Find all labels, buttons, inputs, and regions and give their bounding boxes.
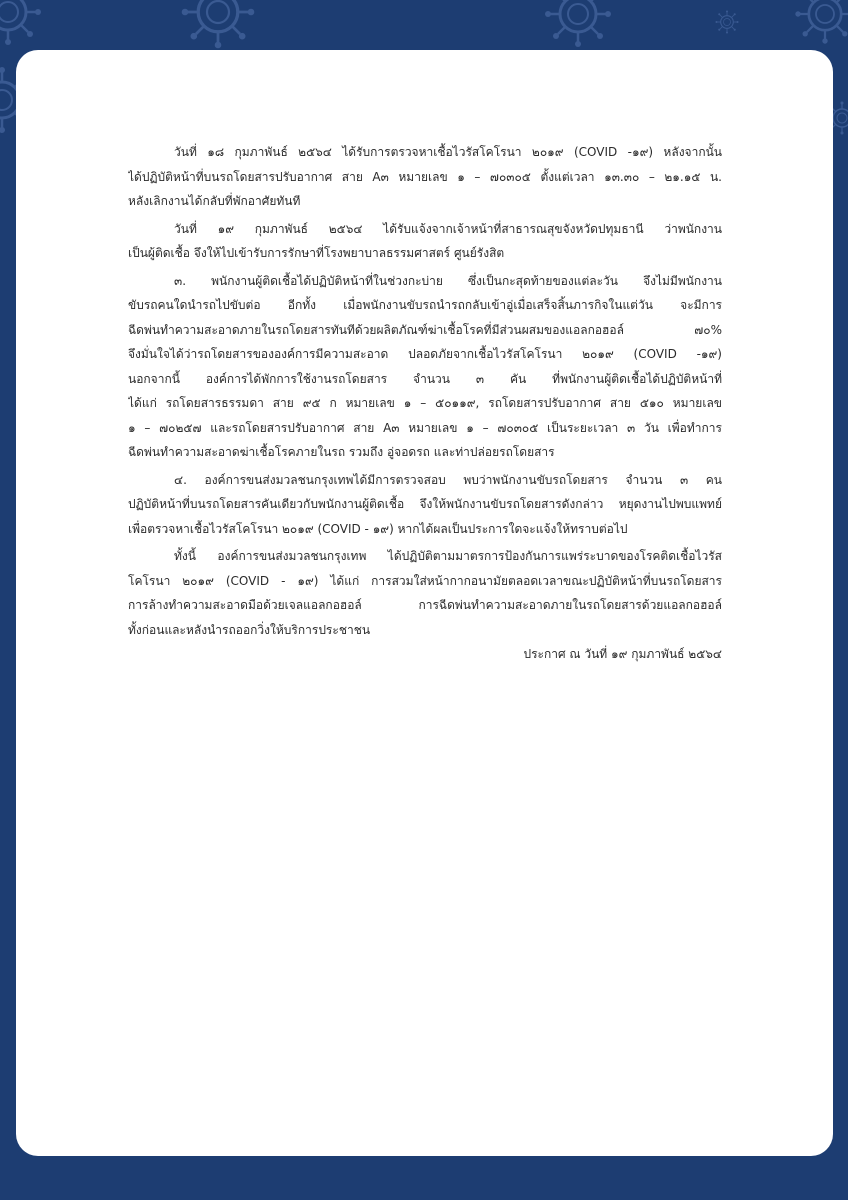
text-line: เป็นผู้ติดเชื้อ จึงให้ไปเข้ารับการรักษาที่โรงพยาบาลธรรมศาสตร์ ศูนย์รังสิต (128, 246, 505, 260)
text-line: ๔. องค์การขนส่งมวลชนกรุงเทพได้มีการตรวจสอบ พบว่าพนักงานขับรถโดยสาร จำนวน ๓ คน (174, 472, 722, 487)
text-line: ๑ – ๗๐๒๕๗ และรถโดยสารปรับอากาศ สาย A๓ หมายเลข ๑ – ๗๐๓๐๕ เป็นระยะเวลา ๓ วัน เพื่อทำการ (128, 420, 722, 435)
announcement-body (128, 140, 722, 667)
text-line: ฉีดพ่นทำความสะอาดภายในรถโดยสารทันทีด้วยผลิตภัณฑ์ฆ่าเชื้อโรคที่มีส่วนผสมของแอลกอฮอล์ ๗๐% (128, 322, 722, 337)
text-line: ได้ปฏิบัติหน้าที่บนรถโดยสารปรับอากาศ สาย A๓ หมายเลข ๑ – ๗๐๓๐๕ ตั้งแต่เวลา ๑๓.๓๐ – ๒๑.๑๕ น. (128, 169, 722, 184)
virus-icon (182, 0, 255, 48)
text-line: วันที่ ๑๙ กุมภาพันธ์ ๒๕๖๔ ได้รับแจ้งจากเจ้าหน้าที่สาธารณสุขจังหวัดปทุมธานี ว่าพนักงาน (174, 221, 722, 236)
text-line: ทั้งก่อนและหลังนำรถออกวิ่งให้บริการประชาชน (128, 622, 371, 637)
virus-icon (0, 0, 41, 45)
text-line: วันที่ ๑๘ กุมภาพันธ์ ๒๕๖๔ ได้รับการตรวจหาเชื้อไวรัสโคโรนา ๒๐๑๙ (COVID -๑๙) หลังจากนั้น (174, 145, 722, 159)
text-line: เพื่อตรวจหาเชื้อไวรัสโคโรนา ๒๐๑๙ (COVID - ๑๙) หากได้ผลเป็นประการใดจะแจ้งให้ทราบต่อไป (128, 521, 628, 536)
virus-icon (795, 0, 848, 44)
text-line: ปฏิบัติหน้าที่บนรถโดยสารคันเดียวกับพนักงานผู้ติดเชื้อ จึงให้พนักงานขับรถโดยสารดังกล่าว หยุดงานไปพบแพทย์ (128, 497, 722, 511)
text-line: จึงมั่นใจได้ว่ารถโดยสารขององค์การมีความสะอาด ปลอดภัยจากเชื้อไวรัสโคโรนา ๒๐๑๙ (COVID -๑๙) (128, 347, 722, 361)
virus-icon (715, 10, 738, 33)
text-line: ได้แก่ รถโดยสารธรรมดา สาย ๙๕ ก หมายเลข ๑ – ๕๐๑๑๙, รถโดยสารปรับอากาศ สาย ๕๑๐ หมายเลข (128, 396, 722, 410)
text-line: ขับรถคนใดนำรถไปขับต่อ อีกทั้ง เมื่อพนักงานขับรถนำรถกลับเข้าอู่เมื่อเสร็จสิ้นภารกิจในแต่วัน จะมีการ (128, 298, 722, 312)
text-line: ๓. พนักงานผู้ติดเชื้อได้ปฏิบัติหน้าที่ในช่วงกะบ่าย ซึ่งเป็นกะสุดท้ายของแต่ละวัน จึงไม่มีพนักงาน (174, 273, 722, 288)
text-line: โคโรนา ๒๐๑๙ (COVID - ๑๙) ได้แก่ การสวมใส่หน้ากากอนามัยตลอดเวลาขณะปฏิบัติหน้าที่บนรถโดยสาร (128, 573, 722, 588)
paragraph-notified-feb19 (128, 217, 722, 266)
text-line: ฉีดพ่นทำความสะอาดฆ่าเชื้อโรคภายในรถ รวมถึง อู่จอดรถ และท่าปล่อยรถโดยสาร (128, 445, 555, 459)
paragraph-covid-test-feb18 (128, 140, 722, 214)
paragraph-prevention-measures (128, 544, 722, 642)
text-line: นอกจากนี้ องค์การได้พักการใช้งานรถโดยสาร จำนวน ๓ คัน ที่พนักงานผู้ติดเชื้อได้ปฏิบัติหน้าที่ (128, 371, 722, 386)
announcement-date: ประกาศ ณ วันที่ ๑๙ กุมภาพันธ์ ๒๕๖๔ (523, 647, 722, 661)
text-line: ทั้งนี้ องค์การขนส่งมวลชนกรุงเทพ ได้ปฏิบัติตามมาตรการป้องกันการแพร่ระบาดของโรคติดเชื้อไวรัส (174, 549, 722, 563)
paragraph-item-4 (128, 468, 722, 542)
text-line: หลังเลิกงานได้กลับที่พักอาศัยทันที (128, 194, 301, 208)
paragraph-item-3 (128, 269, 722, 465)
text-line: การล้างทำความสะอาดมือด้วยเจลแอลกอฮอล์ การฉีดพ่นทำความสะอาดภายในรถโดยสารด้วยแอลกอฮอล์ (128, 598, 722, 612)
virus-icon (545, 0, 611, 47)
